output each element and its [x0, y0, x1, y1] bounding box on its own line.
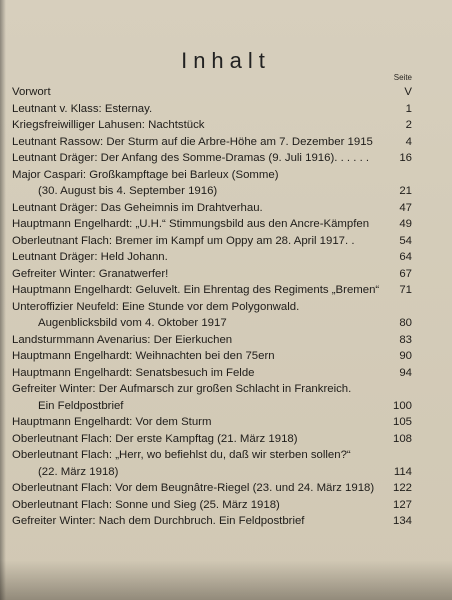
toc-entry-text: Oberleutnant Flach: Vor dem Beugnâtre-Riegel (23. und 24. März 1918)	[12, 482, 375, 494]
toc-entry-page: 100	[392, 400, 412, 412]
toc-entry-text: Gefreiter Winter: Granatwerfer!	[12, 268, 169, 280]
toc-entry-text: Oberleutnant Flach: Der erste Kampftag (21. März 1918)	[12, 433, 298, 445]
toc-entry-text: Ein Feldpostbrief	[38, 400, 124, 412]
toc-entry-text: Augenblicksbild vom 4. Oktober 1917	[38, 317, 227, 329]
toc-entry-page: 64	[399, 251, 412, 263]
toc-entry	[12, 514, 412, 529]
toc-entry-text: Oberleutnant Flach: Bremer im Kampf um Oppy am 28. April 1917. .	[12, 235, 355, 247]
toc-entry-text: Hauptmann Engelhardt: Vor dem Sturm	[12, 416, 212, 428]
toc-entry-page: 80	[399, 317, 412, 329]
toc-entry-text: (22. März 1918)	[38, 466, 119, 478]
toc-entry	[38, 316, 412, 331]
toc-entry-page: 108	[392, 433, 412, 445]
toc-entry-page: 4	[405, 136, 412, 148]
toc-entry-page: 67	[399, 268, 412, 280]
toc-entry-page: 122	[392, 482, 412, 494]
toc-entry-page: 127	[392, 499, 412, 511]
toc-entry-text: Gefreiter Winter: Nach dem Durchbruch. Ein Feldpostbrief	[12, 515, 305, 527]
toc-entry	[38, 399, 412, 414]
toc-entry-page: 105	[392, 416, 412, 428]
toc-entry-text: (30. August bis 4. September 1916)	[38, 185, 218, 197]
toc-entry-text: Leutnant Dräger: Das Geheimnis im Drahtverhau.	[12, 202, 263, 214]
toc-entry	[12, 85, 412, 100]
toc-entry	[38, 184, 412, 199]
toc-entry-text: Kriegsfreiwilliger Lahusen: Nachtstück	[12, 119, 205, 131]
page-title: Inhalt	[181, 48, 271, 73]
toc-entry	[12, 349, 412, 364]
toc-entry-page: 47	[399, 202, 412, 214]
toc-entry	[12, 382, 412, 397]
toc-entry	[12, 448, 412, 463]
toc-entry	[12, 267, 412, 282]
toc-entry-text: Oberleutnant Flach: „Herr, wo befiehlst du, daß wir sterben sollen?“	[12, 449, 351, 461]
toc-entry	[12, 234, 412, 249]
toc-entry-page: 83	[399, 334, 412, 346]
toc-entry-text: Gefreiter Winter: Der Aufmarsch zur großen Schlacht in Frankreich.	[12, 383, 352, 395]
toc-entry-text: Unteroffizier Neufeld: Eine Stunde vor dem Polygonwald.	[12, 301, 300, 313]
toc-entry	[12, 168, 412, 183]
toc-entry	[38, 465, 412, 480]
toc-entry	[12, 250, 412, 265]
toc-entry	[12, 432, 412, 447]
toc-entry-page: 90	[399, 350, 412, 362]
toc-entry	[12, 498, 412, 513]
toc-entry-text: Hauptmann Engelhardt: Geluvelt. Ein Ehrentag des Regiments „Bremen“	[12, 284, 380, 296]
toc-entry-text: Hauptmann Engelhardt: Senatsbesuch im Felde	[12, 367, 255, 379]
toc-entry-page: 49	[399, 218, 412, 230]
page-column-label: Seite	[393, 73, 412, 82]
toc-entry	[12, 118, 412, 133]
toc-entry-page: 114	[393, 466, 412, 478]
toc-entry-page: 1	[405, 103, 412, 115]
toc-entry-text: Hauptmann Engelhardt: Weihnachten bei den 75ern	[12, 350, 275, 362]
toc-entry	[12, 217, 412, 232]
toc-entry-text: Major Caspari: Großkampftage bei Barleux (Somme)	[12, 169, 279, 181]
toc-entry-text: Leutnant Rassow: Der Sturm auf die Arbre-Höhe am 7. Dezember 1915	[12, 136, 373, 148]
toc-entry-text: Vorwort	[12, 86, 51, 98]
toc-entry-text: Leutnant Dräger: Der Anfang des Somme-Dramas (9. Juli 1916). . . . . .	[12, 152, 370, 164]
toc-entry	[12, 151, 412, 166]
toc-entry	[12, 283, 412, 298]
toc-entry-page: 16	[399, 152, 412, 164]
toc-entry-text: Leutnant v. Klass: Esternay.	[12, 103, 153, 115]
toc-entry-page: 2	[405, 119, 412, 131]
toc-entry-page: 21	[399, 185, 412, 197]
toc-entry-text: Hauptmann Engelhardt: „U.H.“ Stimmungsbild aus den Ancre-Kämpfen	[12, 218, 370, 230]
toc-entry	[12, 300, 412, 315]
toc-entry-text: Landsturmmann Avenarius: Der Eierkuchen	[12, 334, 233, 346]
toc-entry	[12, 415, 412, 430]
toc-entry	[12, 333, 412, 348]
toc-entry-page: V	[404, 86, 412, 98]
toc-entry-page: 71	[399, 284, 412, 296]
toc-entry	[12, 481, 412, 496]
toc-entry	[12, 135, 412, 150]
toc-entry-text: Oberleutnant Flach: Sonne und Sieg (25. März 1918)	[12, 499, 280, 511]
toc-entry-text: Leutnant Dräger: Held Johann.	[12, 251, 168, 263]
toc-entry	[12, 366, 412, 381]
toc-entry-page: 134	[392, 515, 412, 527]
toc-entry-page: 54	[399, 235, 412, 247]
toc-entry	[12, 102, 412, 117]
toc-entry-page: 94	[399, 367, 412, 379]
toc-entry	[12, 201, 412, 216]
